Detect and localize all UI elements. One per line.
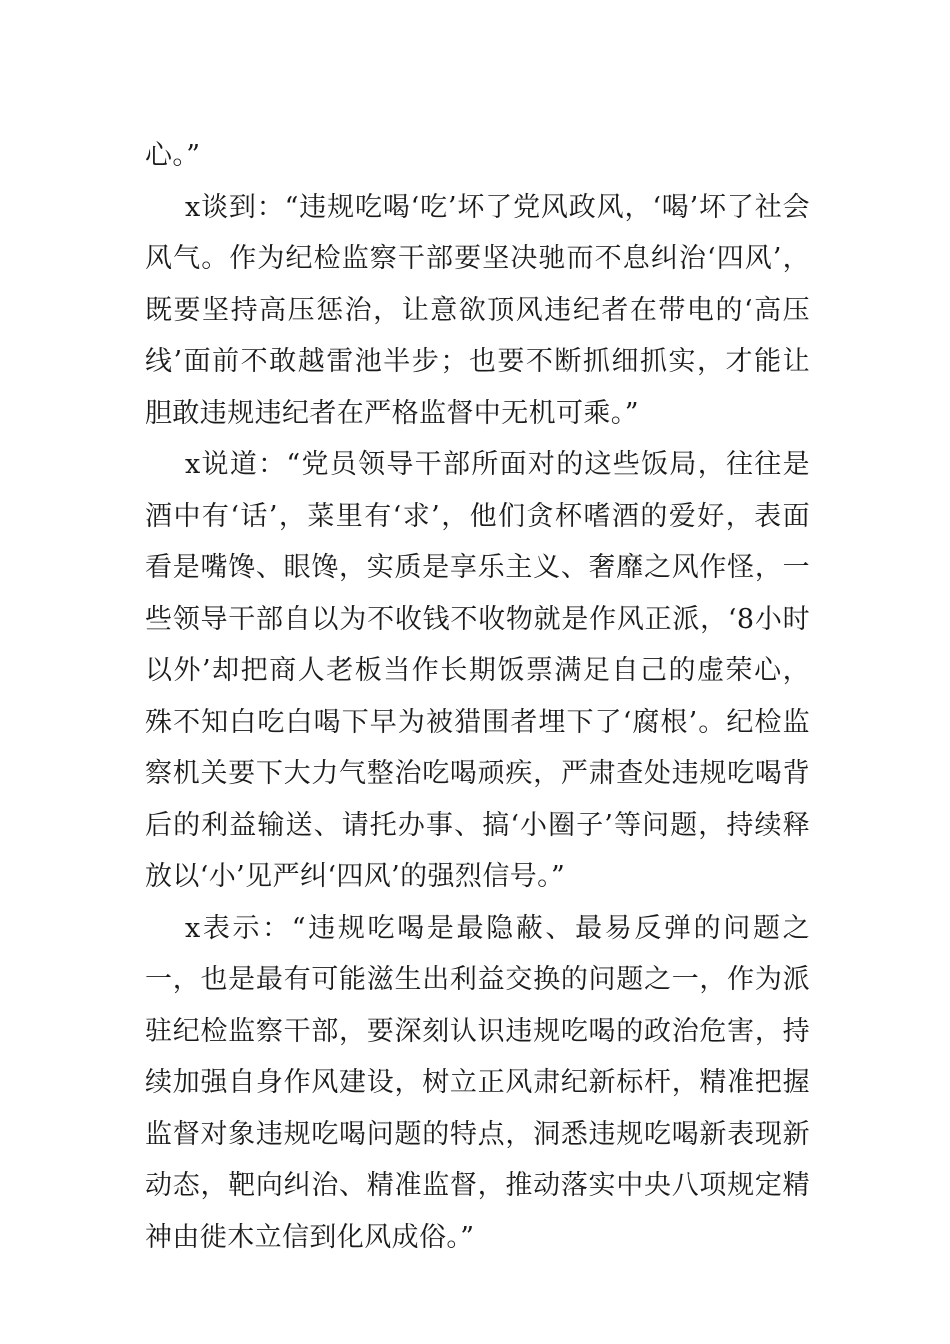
paragraph-quote-biaoshi: x表示：“违规吃喝是最隐蔽、最易反弹的问题之一，也是最有可能滋生出利益交换的问题之一，作为派驻纪检监察干部，要深刻认识违规吃喝的政治危害，持续加强自身作风建设，树立正风肃纪新标杆，精准把握监督对象违规吃喝问题的特点，洞悉违规吃喝新表现新动态，靶向纠治、精准监督，推动落实中央八项规定精神由徙木立信到化风成俗。” <box>145 912 810 1253</box>
document-body <box>145 130 810 1263</box>
paragraph-continuation: 心。” <box>145 140 201 171</box>
paragraph-quote-tandao: x谈到：“违规吃喝‘吃’坏了党风政风，‘喝’坏了社会风气。作为纪检监察干部要坚决驰而不息纠治‘四风’，既要坚持高压惩治，让意欲顶风违纪者在带电的‘高压线’面前不敢越雷池半步；也要不断抓细抓实，才能让胆敢违规违纪者在严格监督中无机可乘。” <box>145 191 810 429</box>
paragraph-quote-shuodao: x说道：“党员领导干部所面对的这些饭局，往往是酒中有‘话’，菜里有‘求’，他们贪杯嗜酒的爱好，表面看是嘴馋、眼馋，实质是享乐主义、奢靡之风作怪，一些领导干部自以为不收钱不收物就是作风正派，‘8小时以外’却把商人老板当作长期饭票满足自己的虚荣心，殊不知白吃白喝下早为被猎围者埋下了‘腐根’。纪检监察机关要下大力气整治吃喝顽疾，严肃查处违规吃喝背后的利益输送、请托办事、搞‘小圈子’等问题，持续释放以‘小’见严纠‘四风’的强烈信号。” <box>145 449 810 892</box>
